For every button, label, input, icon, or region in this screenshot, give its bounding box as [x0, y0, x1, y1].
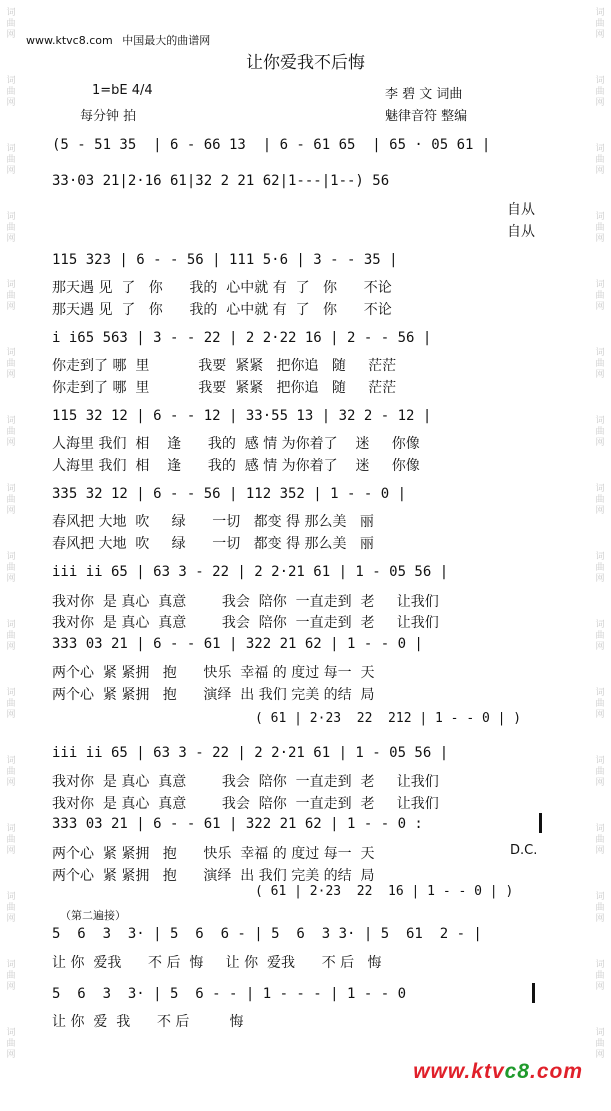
- lyric: 让 你 爱我 不 后 悔 让 你 爱我 不 后 悔: [52, 955, 382, 971]
- notation-text: 5 6 3 3· | 5 6 - - | 1 - - - | 1 - - 0: [52, 986, 407, 1002]
- watermark-glyph: 词 曲 网: [595, 688, 605, 720]
- watermark-glyph: 词 曲 网: [6, 688, 16, 720]
- lyric-verse2: 两个心 紧 紧拥 抱 演绎 出 我们 完美 的结 局: [52, 687, 375, 703]
- watermark-glyph: 词 曲 网: [595, 8, 605, 40]
- watermark-glyph: 词 曲 网: [595, 280, 605, 312]
- watermark-glyph: 词 曲 网: [6, 348, 16, 380]
- site-logo[interactable]: [413, 1060, 583, 1084]
- watermark-glyph: 词 曲 网: [595, 892, 605, 924]
- watermark-glyph: 词 曲 网: [6, 280, 16, 312]
- lyric-verse1: 你走到了 哪 里 我要 紧紧 把你追 随 茫茫: [52, 358, 397, 374]
- watermark-glyph: 词 曲 网: [6, 76, 16, 108]
- lyric-verse2: 我对你 是 真心 真意 我会 陪你 一直走到 老 让我们: [52, 796, 439, 812]
- lyric-verse1: 两个心 紧 紧拥 抱 快乐 幸福 的 度过 每一 天: [52, 846, 375, 862]
- watermark-glyph: 词 曲 网: [595, 416, 605, 448]
- score-line-9: [52, 745, 542, 761]
- score-line-3: [52, 252, 542, 268]
- notation-text: 333 03 21 | 6 - - 61 | 322 21 62 | 1 - - 0 :: [52, 816, 423, 832]
- right-watermark-column: [589, 0, 611, 1111]
- interlude-tail: ( 61 | 2·23 22 212 | 1 - - 0 | ): [255, 711, 522, 726]
- notation-text: 335 32 12 | 6 - - 56 | 112 352 | 1 - - 0 |: [52, 486, 407, 502]
- score-line-12: [52, 986, 542, 1002]
- score-line-11: [52, 926, 542, 942]
- notation-text: 33·03 21|2·16 61|32 2 21 62|1---|1--) 56: [52, 173, 390, 189]
- watermark-glyph: 词 曲 网: [595, 1028, 605, 1060]
- lyric-verse1: 自从: [507, 202, 535, 218]
- watermark-glyph: 词 曲 网: [595, 348, 605, 380]
- lyric-verse2: 我对你 是 真心 真意 我会 陪你 一直走到 老 让我们: [52, 615, 439, 631]
- logo-part: .com: [529, 1060, 583, 1083]
- lyric-verse2: 那天遇 见 了 你 我的 心中就 有 了 你 不论: [52, 302, 392, 318]
- watermark-glyph: 词 曲 网: [6, 824, 16, 856]
- notation-text: i i65 563 | 3 - - 22 | 2 2·22 16 | 2 - - 56 |: [52, 330, 432, 346]
- tempo-label: 每分钟 拍: [80, 109, 137, 124]
- lyric-verse2: 你走到了 哪 里 我要 紧紧 把你追 随 茫茫: [52, 380, 397, 396]
- watermark-glyph: 词 曲 网: [6, 552, 16, 584]
- song-title: 让你爱我不后悔: [246, 53, 365, 73]
- watermark-glyph: 词 曲 网: [595, 960, 605, 992]
- da-capo-mark: D.C.: [510, 843, 538, 858]
- score-line-7: [52, 564, 542, 580]
- watermark-glyph: 词 曲 网: [6, 8, 16, 40]
- second-time-note: （第二遍接）: [60, 909, 126, 922]
- score-line-5: [52, 408, 542, 424]
- watermark-glyph: 词 曲 网: [6, 212, 16, 244]
- watermark-glyph: 词 曲 网: [595, 824, 605, 856]
- score-line-2: [52, 173, 542, 189]
- watermark-glyph: 词 曲 网: [595, 144, 605, 176]
- site-slogan: 中国最大的曲谱网: [122, 34, 211, 47]
- notation-text: iii ii 65 | 63 3 - 22 | 2 2·21 61 | 1 - 05 56 |: [52, 564, 449, 580]
- second-ending-tail: ( 61 | 2·23 22 16 | 1 - - 0 | ): [255, 884, 514, 899]
- watermark-glyph: 词 曲 网: [6, 756, 16, 788]
- notation-text: 333 03 21 | 6 - - 61 | 322 21 62 | 1 - - 0 |: [52, 636, 423, 652]
- notation-text: (5 - 51 35 | 6 - 66 13 | 6 - 61 65 | 65 · 05 61 |: [52, 137, 491, 153]
- notation-text: 115 323 | 6 - - 56 | 111 5·6 | 3 - - 35 |: [52, 252, 398, 268]
- lyric-verse1: 那天遇 见 了 你 我的 心中就 有 了 你 不论: [52, 280, 392, 296]
- site-url[interactable]: www.ktvc8.com: [26, 34, 113, 47]
- score-line-4: [52, 330, 542, 346]
- repeat-end-bar: [539, 813, 542, 833]
- lyric-verse2: 春风把 大地 吹 绿 一切 都变 得 那么美 丽: [52, 536, 374, 552]
- lyric-verse1: 我对你 是 真心 真意 我会 陪你 一直走到 老 让我们: [52, 594, 439, 610]
- lyric-verse1: 我对你 是 真心 真意 我会 陪你 一直走到 老 让我们: [52, 774, 439, 790]
- watermark-glyph: 词 曲 网: [6, 892, 16, 924]
- composer-credit: 李 碧 文 词曲: [385, 87, 463, 102]
- watermark-glyph: 词 曲 网: [595, 212, 605, 244]
- watermark-glyph: 词 曲 网: [6, 960, 16, 992]
- watermark-glyph: 词 曲 网: [595, 76, 605, 108]
- score-line-6: [52, 486, 542, 502]
- lyric-verse2: 两个心 紧 紧拥 抱 演绎 出 我们 完美 的结 局: [52, 868, 375, 884]
- watermark-glyph: 词 曲 网: [6, 620, 16, 652]
- watermark-glyph: 词 曲 网: [595, 484, 605, 516]
- watermark-glyph: 词 曲 网: [595, 756, 605, 788]
- watermark-glyph: 词 曲 网: [6, 416, 16, 448]
- watermark-glyph: 词 曲 网: [6, 1028, 16, 1060]
- score-line-1: [52, 137, 542, 153]
- lyric-verse1: 人海里 我们 相 逢 我的 感 情 为你着了 迷 你像: [52, 436, 420, 452]
- site-header: [26, 32, 216, 48]
- watermark-glyph: 词 曲 网: [6, 144, 16, 176]
- logo-part: www.: [413, 1060, 472, 1083]
- score-line-10: [52, 816, 542, 832]
- final-bar: [532, 983, 535, 1003]
- lyric-verse1: 两个心 紧 紧拥 抱 快乐 幸福 的 度过 每一 天: [52, 665, 375, 681]
- notation-text: 115 32 12 | 6 - - 12 | 33·55 13 | 32 2 - 12 |: [52, 408, 432, 424]
- watermark-glyph: 词 曲 网: [595, 552, 605, 584]
- lyric: 让 你 爱 我 不 后 悔: [52, 1014, 244, 1030]
- arranger-credit: 魅律音符 整编: [385, 109, 468, 124]
- key-time-signature: 1=bE 4/4: [92, 83, 153, 98]
- lyric-verse2: 人海里 我们 相 逢 我的 感 情 为你着了 迷 你像: [52, 458, 420, 474]
- lyric-verse2: 自从: [507, 224, 535, 240]
- watermark-glyph: 词 曲 网: [6, 484, 16, 516]
- watermark-glyph: 词 曲 网: [595, 620, 605, 652]
- logo-part: c8: [504, 1060, 530, 1083]
- left-watermark-column: [0, 0, 22, 1111]
- lyric-verse1: 春风把 大地 吹 绿 一切 都变 得 那么美 丽: [52, 514, 374, 530]
- score-line-8: [52, 636, 542, 652]
- notation-text: 5 6 3 3· | 5 6 6 - | 5 6 3 3· | 5 61 2 - |: [52, 926, 482, 942]
- logo-part: ktv: [471, 1060, 505, 1083]
- notation-text: iii ii 65 | 63 3 - 22 | 2 2·21 61 | 1 - 05 56 |: [52, 745, 449, 761]
